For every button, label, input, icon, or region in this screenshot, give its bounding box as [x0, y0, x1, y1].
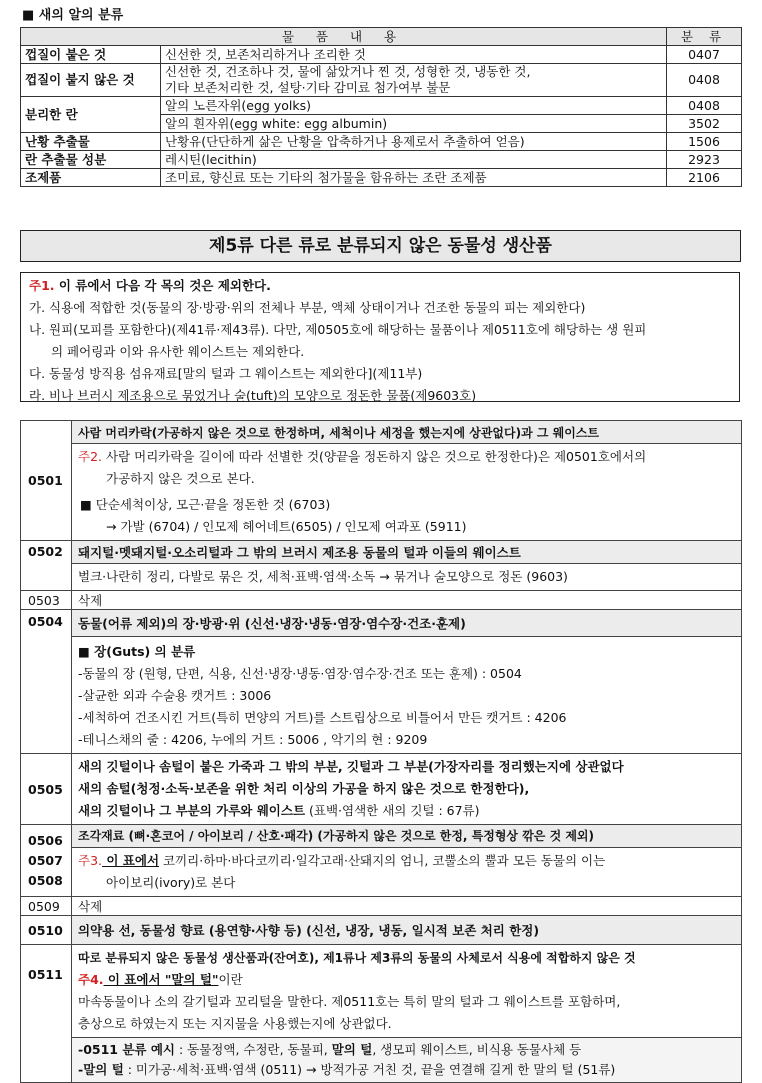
- note-1-line: 다. 동물성 방직용 섬유재료[말의 털과 그 웨이스트는 제외한다](제11부): [29, 366, 423, 381]
- sub-line: -동물의 장 (원형, 단편, 식용, 신선·냉장·냉동·염장·염수장·건조 또는 훈제) : 0504: [78, 666, 522, 681]
- row-desc-line: 기타 보존처리한 것, 설탕·기타 감미료 첨가여부 불문: [165, 80, 451, 95]
- row-name: 분리한 란: [21, 97, 161, 133]
- heading-code: 0507: [28, 852, 63, 868]
- heading-text: 삭제: [72, 591, 742, 610]
- sub-line: -세척하여 건조시킨 거트(특히 면양의 거트)를 스트립상으로 비틀어서 만든 캣거트 : 4206: [78, 710, 567, 725]
- table-row: [21, 169, 742, 187]
- heading-code: 0502: [21, 541, 72, 591]
- heading-note-row: [21, 444, 742, 493]
- horse-label: -말의 털: [78, 1062, 124, 1077]
- note-1-title: 이 류에서 다음 각 목의 것은 제외한다.: [54, 278, 271, 293]
- heading-sub: [72, 492, 742, 541]
- row-name: 조제품: [21, 169, 161, 187]
- heading-row-0510: [21, 916, 742, 945]
- heading-line: 새의 솜털(청정·소독·보존을 위한 처리 이상의 가공을 하지 않은 것으로 한정한다),: [78, 781, 530, 796]
- heading-text: 벌크·나란히 정리, 다발로 묶은 것, 세척·표백·염색·소독 → 묶거나 술모양으로 정돈 (9603): [72, 564, 742, 591]
- heading-line-bold: 새의 깃털이나 그 부분의 가루와 웨이스트: [78, 803, 306, 818]
- note-1-label: 주1.: [29, 278, 55, 293]
- heading-row-0501: [21, 421, 742, 444]
- heading-title: 돼지털·멧돼지털·오소리털과 그 밖의 브러시 제조용 동물의 털과 이들의 웨이스트: [72, 541, 742, 564]
- heading-line: [78, 800, 735, 822]
- example-line: [78, 1060, 735, 1080]
- header-class: 분 류: [667, 28, 742, 46]
- heading-line: 새의 깃털이나 솜털이 붙은 가죽과 그 밖의 부분, 깃털과 그 부분(가장자리를 정리했는지에 상관없다: [78, 759, 624, 774]
- example-line: [78, 1040, 735, 1060]
- note-line: [78, 446, 735, 468]
- chapter-title: 제5류 다른 류로 분류되지 않은 동물성 생산품: [20, 230, 741, 262]
- sub-line: → 가발 (6704) / 인모제 헤어네트(6505) / 인모제 여과포 (5911): [106, 519, 467, 534]
- row-desc: 알의 흰자위(egg white: egg albumin): [161, 115, 667, 133]
- note-bold: 이 표에서: [102, 853, 160, 868]
- row-desc: 알의 노른자위(egg yolks): [161, 97, 667, 115]
- heading-code: 0505: [21, 754, 72, 825]
- heading-body-row: [21, 637, 742, 754]
- heading-code: 0511: [21, 945, 72, 1083]
- heading-row-0503: [21, 591, 742, 610]
- note-bold: 이 표에서 "말의 털": [103, 972, 219, 987]
- row-desc: [161, 64, 667, 97]
- heading-examples: [72, 1038, 742, 1083]
- egg-classification-table: [20, 27, 742, 187]
- heading-body: [72, 637, 742, 754]
- row-desc: 난황유(단단하게 삶은 난황을 압축하거나 용제로서 추출하여 얻음): [161, 133, 667, 151]
- heading-code: 0509: [21, 897, 72, 916]
- heading-row-0502: [21, 541, 742, 564]
- row-name: 란 추출물 성분: [21, 151, 161, 169]
- sub-line: -살균한 외과 수술용 캣거트 : 3006: [78, 688, 272, 703]
- row-code: 2106: [667, 169, 742, 187]
- egg-section-title: ■ 새의 알의 분류: [22, 8, 124, 23]
- table-header-row: [21, 28, 742, 46]
- row-code: 1506: [667, 133, 742, 151]
- table-row: [21, 97, 742, 115]
- note-label: 주4.: [78, 972, 104, 987]
- row-desc: 레시틴(lecithin): [161, 151, 667, 169]
- sub-title: ■ 장(Guts) 의 분류: [78, 644, 196, 659]
- heading-note: [72, 848, 741, 896]
- note-line: [78, 969, 735, 991]
- heading-row-0511: [21, 945, 742, 1038]
- heading-row-0506: [21, 825, 742, 897]
- table-row: [21, 64, 742, 97]
- table-row: [21, 133, 742, 151]
- note-1-line: 라. 비나 브러시 제조용으로 묶었거나 술(tuft)의 모양으로 정돈한 물품(제9603호): [29, 388, 477, 403]
- example-bold: 말의 털: [331, 1042, 373, 1057]
- heading-code: 0508: [28, 872, 63, 888]
- note-text: 이란: [218, 972, 243, 987]
- sub-line: -테니스채의 줄 : 4206, 누에의 거트 : 5006 , 악기의 현 : 9209: [78, 732, 428, 747]
- heading-title: 따로 분류되지 않은 동물성 생산품과(잔여호), 제1류나 제3류의 동물의 사체로서 식용에 적합하지 않은 것: [78, 951, 636, 965]
- heading-body-row: [21, 564, 742, 591]
- heading-row-0504: [21, 610, 742, 637]
- note-text: 코끼리·하마·바다코끼리·일각고래·산돼지의 엄니, 코뿔소의 뿔과 모든 동물의 이는: [159, 853, 606, 868]
- heading-code: 0510: [21, 916, 72, 945]
- example-text: , 생모피 웨이스트, 비식용 동물사체 등: [372, 1042, 582, 1057]
- horse-text: : 미가공·세척·표백·염색 (0511) → 방적가공 거친 것, 끝을 연결해 길게 한 말의 털 (51류): [123, 1062, 616, 1077]
- heading-row-0509: [21, 897, 742, 916]
- note-line: 마속동물이나 소의 갈기털과 꼬리털을 말한다. 제0511호는 특히 말의 털과 그 웨이스트를 포함하며,: [78, 994, 621, 1009]
- heading-note: [72, 444, 742, 493]
- heading-body: [72, 754, 742, 825]
- note-line: 가공하지 않은 것으로 본다.: [106, 471, 255, 486]
- note-text: 사람 머리카락을 길이에 따라 선별한 것(양끝을 정돈하지 않은 것으로 한정한다)은 제0501호에서의: [102, 449, 647, 464]
- note-1-box: [20, 272, 740, 402]
- heading-title: 사람 머리카락(가공하지 않은 것으로 한정하며, 세척이나 세정을 했는지에 상관없다)과 그 웨이스트: [72, 421, 742, 444]
- note-1-line: 의 페어링과 이와 유사한 웨이스트는 제외한다.: [51, 344, 305, 359]
- row-name: 껍질이 붙지 않은 것: [21, 64, 161, 97]
- row-code: 0408: [667, 64, 742, 97]
- note-line: 층상으로 하였는지 또는 지지물을 사용했는지에 상관없다.: [78, 1016, 392, 1031]
- row-desc-line: 신선한 것, 건조하나 것, 물에 삶았거나 찐 것, 성형한 것, 냉동한 것,: [165, 64, 531, 79]
- heading-cell: [72, 825, 742, 897]
- heading-example-row: [21, 1038, 742, 1083]
- heading-codes: [21, 825, 72, 897]
- heading-code: 0504: [21, 610, 72, 754]
- heading-title: 의약용 선, 동물성 향료 (용연향·사향 등) (신선, 냉장, 냉동, 일시적 보존 처리 한정): [72, 916, 742, 945]
- heading-code: 0503: [21, 591, 72, 610]
- row-name: 난황 추출물: [21, 133, 161, 151]
- row-name: 껍질이 붙은 것: [21, 46, 161, 64]
- example-text: : 동물정액, 수정란, 동물피,: [174, 1042, 332, 1057]
- note-1-line: 가. 식용에 적합한 것(동물의 장·방광·위의 전체나 부분, 액체 상태이거나 건조한 동물의 피는 제외한다): [29, 300, 586, 315]
- note-line: 아이보리(ivory)로 본다: [106, 875, 236, 890]
- heading-title: 조각재료 (뼈·혼코어 / 아이보리 / 산호·패각) (가공하지 않은 것으로 한정, 특정형상 깎은 것 제외): [72, 825, 741, 848]
- heading-title: 동물(어류 제외)의 장·방광·위 (신선·냉장·냉동·염장·염수장·건조·훈제): [72, 610, 742, 637]
- row-code: 2923: [667, 151, 742, 169]
- note-label: 주2.: [78, 449, 103, 464]
- heading-row-0505: [21, 754, 742, 825]
- headings-table: [20, 420, 742, 1083]
- note-label: 주3.: [78, 853, 103, 868]
- note-line: [78, 850, 735, 872]
- example-label: -0511 분류 예시: [78, 1042, 175, 1057]
- note-1-line: 나. 원피(모피를 포함한다)(제41류·제43류). 다만, 제0505호에 해당하는 물품이나 제0511호에 해당하는 생 원피: [29, 322, 647, 337]
- heading-sub-row: [21, 492, 742, 541]
- row-code: 0408: [667, 97, 742, 115]
- heading-code: 0501: [21, 421, 72, 541]
- heading-code: 0506: [28, 832, 63, 848]
- header-content: 물 품 내 용: [21, 28, 667, 46]
- note-1-heading: [29, 275, 739, 297]
- heading-line-note: (표백·염색한 새의 깃털 : 67류): [305, 803, 480, 818]
- row-code: 3502: [667, 115, 742, 133]
- table-row: [21, 151, 742, 169]
- heading-text: 삭제: [72, 897, 742, 916]
- row-code: 0407: [667, 46, 742, 64]
- table-row: [21, 46, 742, 64]
- heading-body: [72, 945, 742, 1038]
- sub-line: ■ 단순세척이상, 모근·끝을 정돈한 것 (6703): [80, 497, 331, 512]
- row-desc: 조미료, 향신료 또는 기타의 첨가물을 함유하는 조란 조제품: [161, 169, 667, 187]
- row-desc: 신선한 것, 보존처리하거나 조리한 것: [161, 46, 667, 64]
